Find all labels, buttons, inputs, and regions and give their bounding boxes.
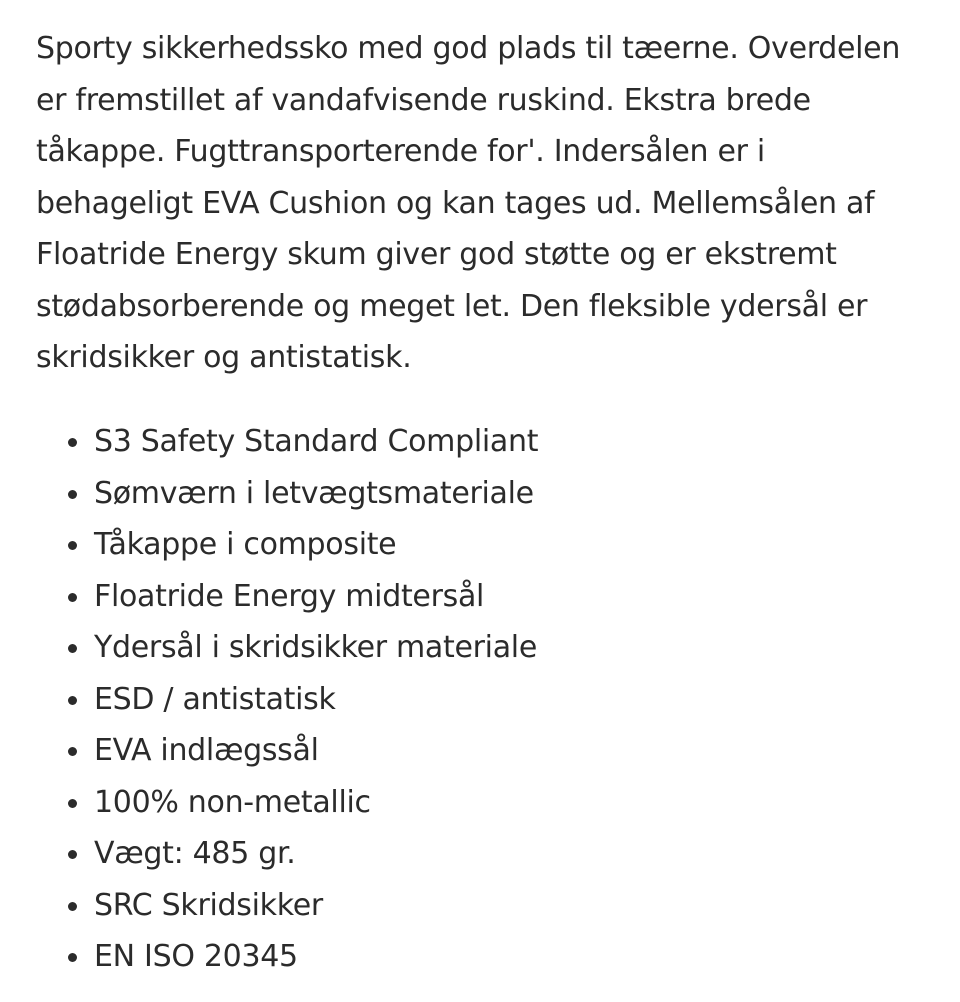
feature-item xyxy=(36,416,538,468)
feature-text: SRC Skridsikker xyxy=(94,887,323,923)
feature-list xyxy=(36,416,538,983)
bullet-icon xyxy=(68,438,77,447)
feature-item xyxy=(36,828,538,880)
feature-item xyxy=(36,880,538,932)
bullet-icon xyxy=(68,696,77,705)
feature-text: EVA indlægssål xyxy=(94,733,319,768)
feature-text: EN ISO 20345 xyxy=(94,939,298,974)
feature-item xyxy=(36,519,538,571)
feature-text: S3 Safety Standard Compliant xyxy=(94,424,539,459)
feature-item xyxy=(36,674,538,726)
bullet-icon xyxy=(68,747,77,756)
product-description-section xyxy=(36,23,916,974)
bullet-icon xyxy=(68,490,77,499)
feature-text: Ydersål i skridsikker materiale xyxy=(94,630,537,665)
bullet-icon xyxy=(68,799,77,808)
feature-text: Tåkappe i composite xyxy=(94,527,397,562)
bullet-icon xyxy=(68,902,77,911)
feature-item xyxy=(36,931,538,983)
feature-text: ESD / antistatisk xyxy=(94,681,336,717)
bullet-icon xyxy=(68,953,77,962)
feature-text: Sømværn i letvægtsmateriale xyxy=(94,475,534,511)
feature-text: Vægt: 485 gr. xyxy=(94,836,296,871)
feature-item xyxy=(36,571,538,623)
feature-item xyxy=(36,468,538,520)
bullet-icon xyxy=(68,850,77,859)
feature-item xyxy=(36,777,538,829)
feature-text: 100% non-metallic xyxy=(94,784,371,820)
bullet-icon xyxy=(68,593,77,602)
feature-text: Floatride Energy midtersål xyxy=(94,578,485,614)
product-description: Sporty sikkerhedssko med god plads til tæerne. Overdelen er fremstillet af vandafvisende ruskind. Ekstra brede tåkappe. Fugttransporterende for'. Indersålen er i behageligt EVA Cushion og kan tages ud. Mellemsålen af Floatride Energy skum giver god støtte og er ekstremt stødabsorberende og meget let. Den fleksible ydersål er skridsikker og antistatisk. xyxy=(36,31,901,375)
bullet-icon xyxy=(68,644,77,653)
feature-item xyxy=(36,725,538,777)
bullet-icon xyxy=(68,541,77,550)
feature-item xyxy=(36,622,538,674)
